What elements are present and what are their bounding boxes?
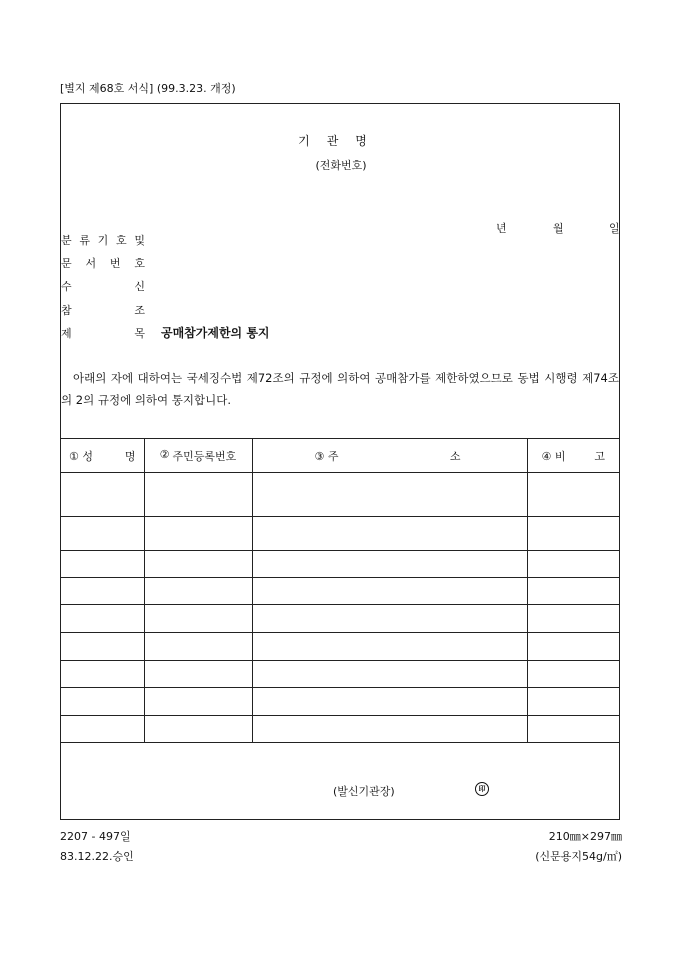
table-row [61,688,619,716]
table-row [61,473,619,517]
org-name: 기관명 [298,134,384,148]
table-row [61,517,619,551]
form-frame [60,103,620,820]
footer-form-code: 2207 - 497일 [60,830,131,843]
field-label-subject: 제 목 [61,327,145,340]
footer-paper-size: 210㎜×297㎜ [548,830,622,843]
field-label-recipient: 수 신 [61,280,145,293]
field-label-doc-number: 문 서 번 호 [61,257,145,270]
field-label-classification: 분 류 기 호 및 [61,234,145,247]
footer-approval-date: 83.12.22.승인 [60,850,134,863]
header-name: ① 성 명 [61,439,144,473]
date-year-label: 년 [496,222,507,235]
restricted-persons-table [61,438,619,743]
header-address: ③ 주 소 [252,439,527,473]
footer-paper-type: (신문용지54g/㎡) [535,850,622,863]
seal-mark: 印 [475,782,489,796]
header-resident-number: ② 주민등록번호 [144,439,252,473]
date-day-label: 일 [609,222,620,235]
table-row [61,605,619,633]
form-number-note: [별지 제68호 서식] (99.3.23. 개정) [60,82,236,95]
table-row [61,716,619,743]
notice-body-text: 아래의 자에 대하여는 국세징수법 제72조의 규정에 의하여 공매참가를 제한하였으므로 동법 시행령 제74조의 2의 규정에 의하여 통지합니다. [61,371,619,407]
table-row [61,661,619,688]
header-remarks: ④ 비 고 [527,439,619,473]
table-row [61,633,619,661]
table-row [61,551,619,578]
table-row [61,578,619,605]
issuer-title: (발신기관장) [333,785,395,798]
table-header-row [61,439,619,473]
date-month-label: 월 [553,222,564,235]
org-phone: (전화번호) [315,159,367,172]
field-label-reference: 참 조 [61,304,145,317]
field-value-subject: 공매참가제한의 통지 [161,326,270,340]
